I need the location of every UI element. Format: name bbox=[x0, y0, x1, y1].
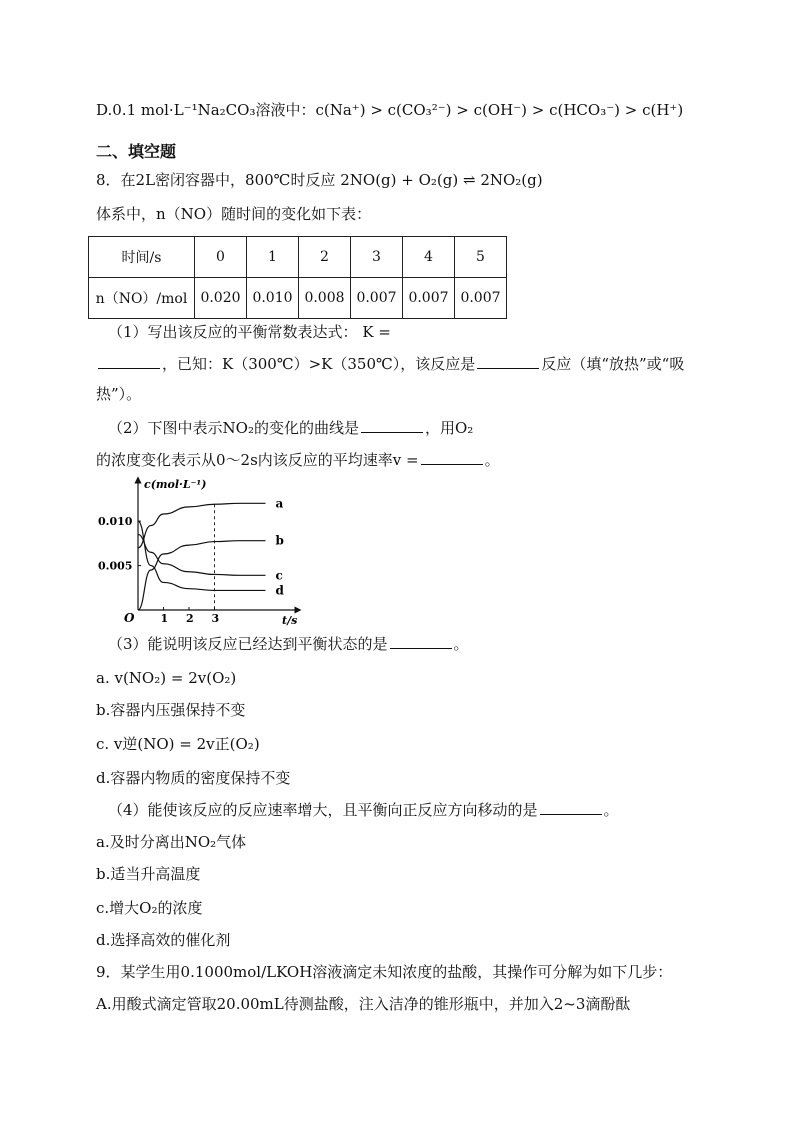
q8-p4-option-a: a.及时分离出NO₂气体 bbox=[96, 833, 247, 851]
q8-p4-option-d: d.选择高效的催化剂 bbox=[96, 931, 231, 949]
q8-p3-text-b: 。 bbox=[453, 635, 469, 653]
q8-p1-text-a: ，已知：K（300℃）>K（350℃），该反应是 bbox=[162, 355, 476, 373]
q8-p2-line2 bbox=[96, 450, 500, 470]
table-cell: 5 bbox=[455, 237, 507, 278]
q8-p4-stem bbox=[108, 800, 619, 820]
curve-d bbox=[138, 521, 266, 590]
table-cell: 2 bbox=[299, 237, 351, 278]
y-axis-label: c(mol·L⁻¹) bbox=[144, 478, 207, 491]
q8-p2-text-a: （2）下图中表示NO₂的变化的曲线是 bbox=[108, 419, 359, 437]
q9-line1: 9．某学生用0.1000mol/LKOH溶液滴定未知浓度的盐酸，其操作可分解为如下几步： bbox=[96, 963, 673, 981]
answer-blank bbox=[98, 354, 160, 369]
curve-label-a: a bbox=[275, 496, 284, 511]
table-cell: 0.010 bbox=[247, 278, 299, 319]
answer-blank bbox=[421, 450, 483, 465]
curve-label-d: d bbox=[275, 583, 284, 598]
q8-p1-line2 bbox=[96, 354, 684, 374]
answer-blank bbox=[361, 418, 423, 433]
q8-stem-line1: 8．在2L密闭容器中，800℃时反应 2NO(g) + O₂(g) ⇌ 2NO₂(g) bbox=[96, 171, 543, 189]
y-tick-label: 0.010 bbox=[98, 515, 133, 529]
table-row bbox=[89, 237, 507, 278]
x-tick-label: 1 bbox=[160, 612, 169, 625]
q8-p2-text-c: 的浓度变化表示从0～2s内该反应的平均速率v = bbox=[96, 451, 419, 469]
no-time-table bbox=[88, 236, 507, 319]
table-cell: 0 bbox=[195, 237, 247, 278]
section-title: 二、填空题 bbox=[96, 142, 177, 161]
q8-p3-option-c: c. v逆(NO) = 2v正(O₂) bbox=[96, 735, 260, 753]
x-axis-label: t/s bbox=[282, 614, 298, 626]
curve-label-c: c bbox=[275, 568, 283, 583]
curve-label-b: b bbox=[275, 533, 284, 548]
q8-p1-text-b: 反应（填“放热”或“吸 bbox=[541, 355, 685, 373]
q8-p1-line3: 热”）。 bbox=[96, 385, 142, 403]
q8-p2-text-d: 。 bbox=[484, 451, 500, 469]
table-header-time: 时间/s bbox=[89, 237, 195, 278]
q8-p3-stem bbox=[108, 634, 469, 654]
option-d-text: D.0.1 mol·L⁻¹Na₂CO₃溶液中：c(Na⁺) > c(CO₃²⁻) > c(OH⁻) > c(HCO₃⁻) > c(H⁺) bbox=[96, 101, 684, 119]
y-tick-label: 0.005 bbox=[98, 559, 133, 573]
q8-p2-text-b: ，用O₂ bbox=[424, 419, 474, 437]
table-cell: 0.007 bbox=[455, 278, 507, 319]
table-cell: 0.008 bbox=[299, 278, 351, 319]
q8-p2-line1 bbox=[108, 418, 473, 438]
table-cell: 1 bbox=[247, 237, 299, 278]
q8-p3-text-a: （3）能说明该反应已经达到平衡状态的是 bbox=[108, 635, 388, 653]
table-cell: 4 bbox=[403, 237, 455, 278]
answer-blank bbox=[477, 354, 539, 369]
answer-blank bbox=[540, 800, 602, 815]
q8-p4-option-b: b.适当升高温度 bbox=[96, 865, 201, 883]
q8-p1-line1: （1）写出该反应的平衡常数表达式： K = bbox=[108, 323, 391, 341]
q8-p4-text-a: （4）能使该反应的反应速率增大，且平衡向正反应方向移动的是 bbox=[108, 801, 538, 819]
table-row bbox=[89, 278, 507, 319]
q8-p3-option-a: a. v(NO₂) = 2v(O₂) bbox=[96, 669, 237, 687]
table-cell: 0.007 bbox=[403, 278, 455, 319]
table-cell: 3 bbox=[351, 237, 403, 278]
q8-p4-text-b: 。 bbox=[603, 801, 619, 819]
q8-p3-option-d: d.容器内物质的密度保持不变 bbox=[96, 769, 291, 787]
origin-label: O bbox=[124, 611, 135, 625]
q8-p3-option-b: b.容器内压强保持不变 bbox=[96, 701, 246, 719]
option-d bbox=[96, 100, 683, 120]
answer-blank bbox=[390, 634, 452, 649]
table-cell: 0.020 bbox=[195, 278, 247, 319]
table-cell: 0.007 bbox=[351, 278, 403, 319]
x-tick-label: 2 bbox=[186, 612, 194, 625]
q8-p4-option-c: c.增大O₂的浓度 bbox=[96, 899, 203, 917]
q9-line2: A.用酸式滴定管取20.00mL待测盐酸，注入洁净的锥形瓶中，并加入2~3滴酚酞 bbox=[96, 995, 631, 1013]
x-tick-label: 3 bbox=[211, 612, 220, 625]
q8-stem-line2: 体系中，n（NO）随时间的变化如下表： bbox=[96, 205, 372, 223]
concentration-time-chart bbox=[92, 474, 322, 626]
table-header-n-no: n（NO）/mol bbox=[89, 278, 195, 319]
